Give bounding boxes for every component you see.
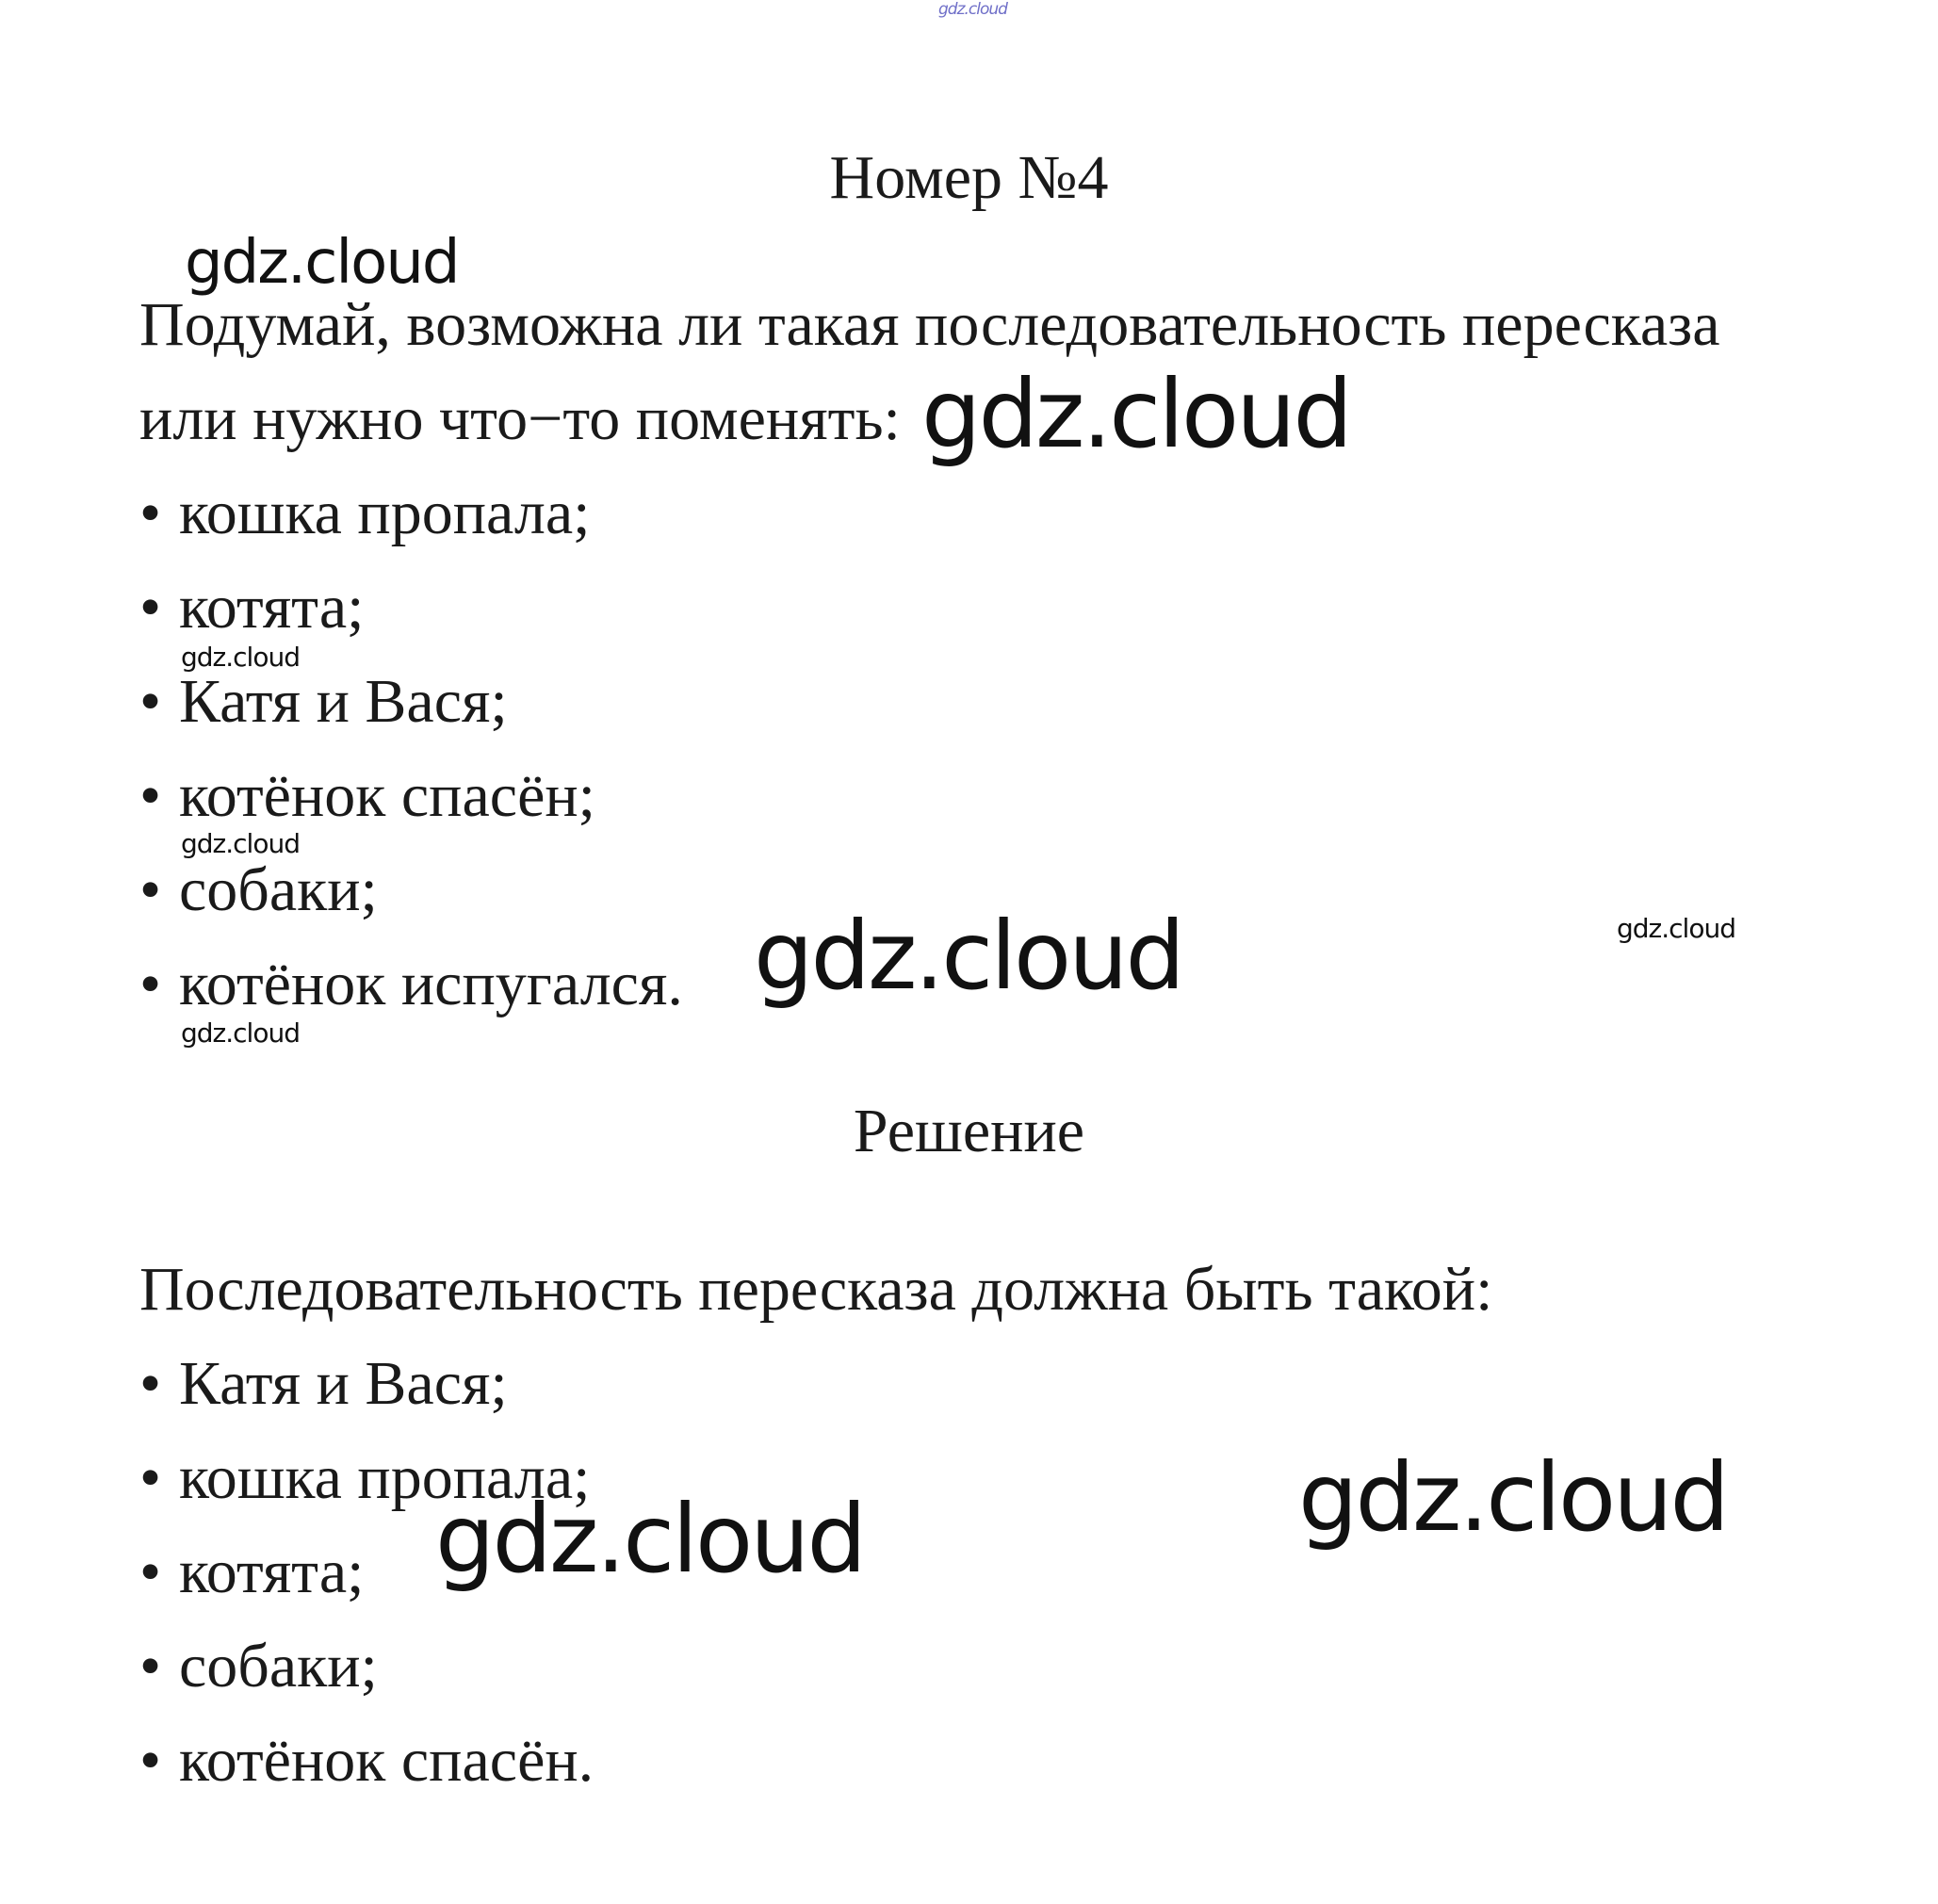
solution-list-item: • Катя и Вася;: [139, 1349, 508, 1418]
watermark: gdz.cloud: [181, 642, 300, 673]
watermark: gdz.cloud: [921, 359, 1351, 469]
watermark: gdz.cloud: [181, 828, 300, 859]
watermark: gdz.cloud: [435, 1484, 865, 1594]
task-list-item: • котята;: [139, 573, 365, 642]
task-list-item: • котёнок испугался.: [139, 950, 683, 1018]
page-title: Номер №4: [829, 143, 1109, 212]
watermark: gdz.cloud: [181, 1017, 300, 1049]
solution-list-item: • котёнок спасён.: [139, 1726, 594, 1795]
watermark: gdz.cloud: [1617, 913, 1735, 944]
solution-title: Решение: [853, 1097, 1085, 1165]
solution-list-item: • кошка пропала;: [139, 1443, 591, 1512]
solution-intro: Последовательность пересказа должна быть такой:: [139, 1255, 1493, 1324]
task-list-item: • собаки;: [139, 855, 378, 924]
watermark: gdz.cloud: [185, 228, 459, 298]
task-list-item: • котёнок спасён;: [139, 761, 596, 830]
task-list-item: • кошка пропала;: [139, 479, 591, 547]
watermark: gdz.cloud: [1298, 1442, 1728, 1553]
task-text-line-2: или нужно что−то поменять:: [139, 384, 901, 453]
solution-list-item: • котята;: [139, 1538, 365, 1606]
watermark-top: gdz.cloud: [938, 0, 1007, 19]
task-list-item: • Катя и Вася;: [139, 667, 508, 736]
watermark: gdz.cloud: [754, 901, 1183, 1011]
solution-list-item: • собаки;: [139, 1632, 378, 1701]
task-text-line-1: Подумай, возможна ли такая последовательность пересказа: [139, 290, 1720, 359]
